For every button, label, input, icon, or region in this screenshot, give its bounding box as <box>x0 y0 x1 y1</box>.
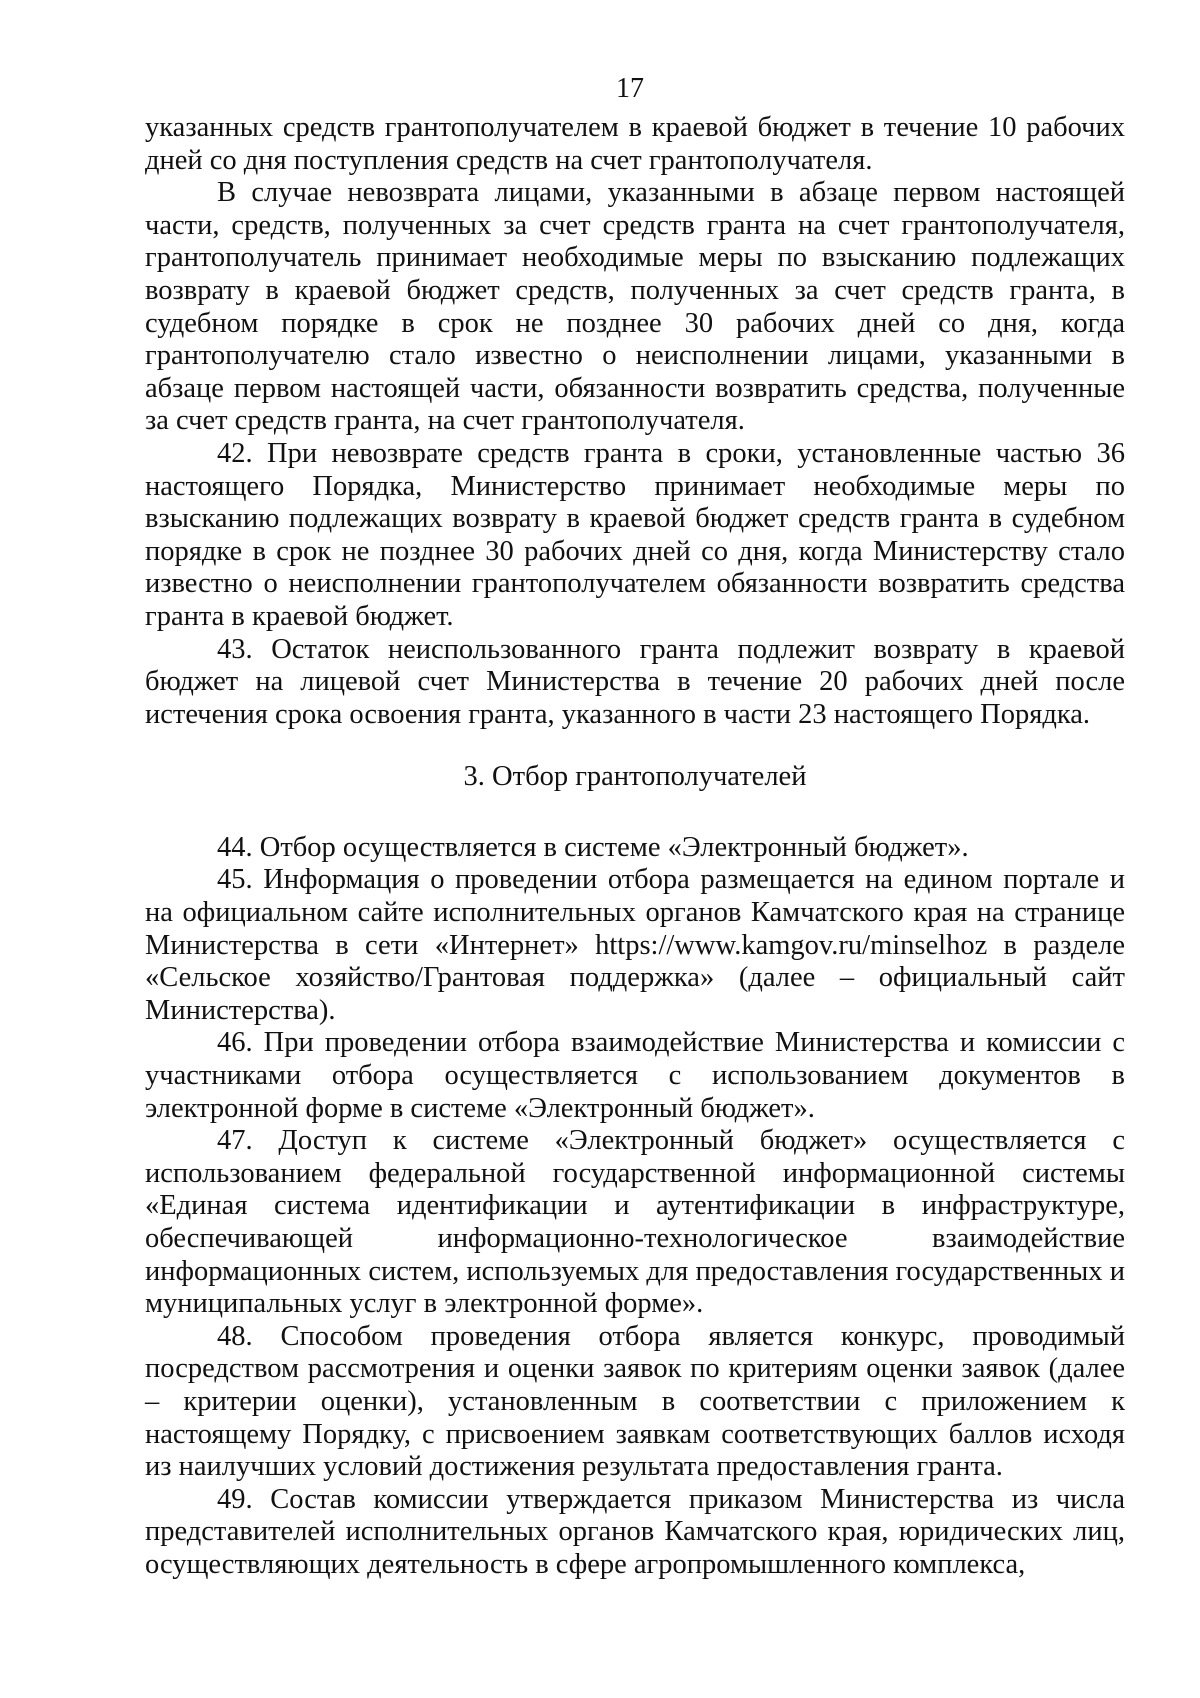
section-title: 3. Отбор грантополучателей <box>463 761 807 793</box>
paragraph-43: 43. Остаток неиспользованного гранта подлежит возврату в краевой бюджет на лицевой счет Министерства в течение 20 рабочих дней после истечения срока освоения гранта, указанного в части 23 настоящего Порядка. <box>145 633 1125 730</box>
paragraph-47: 47. Доступ к системе «Электронный бюджет» осуществляется с использованием федеральной государственной информационной системы «Единая система идентификации и аутентификации в инфраструктуре, обеспечивающей информационно-технологическое взаимодействие информационных систем, используемых для предоставления государственных и муниципальных услуг в электронной форме». <box>145 1125 1125 1320</box>
page-number: 17 <box>616 73 644 104</box>
paragraph-44: 44. Отбор осуществляется в системе «Электронный бюджет». <box>217 831 969 863</box>
paragraph-49: 49. Состав комиссии утверждается приказом Министерства из числа представителей исполнительных органов Камчатского края, юридических лиц, осуществляющих деятельность в сфере агропромышленного комплекса, <box>145 1483 1125 1580</box>
paragraph-48: 48. Способом проведения отбора является конкурс, проводимый посредством рассмотрения и оценки заявок по критериям оценки заявок (далее – критерии оценки), установленным в соответствии с приложением к настоящему Порядку, с присвоением заявкам соответствующих баллов исходя из наилучших условий достижения результата предоставления гранта. <box>145 1320 1125 1483</box>
paragraph-continuation: указанных средств грантополучателем в краевой бюджет в течение 10 рабочих дней со дня поступления средств на счет грантополучателя. <box>145 112 1125 176</box>
paragraph-45: 45. Информация о проведении отбора размещается на едином портале и на официальном сайте исполнительных органов Камчатского края на странице Министерства в сети «Интернет» https://www.kamgov.ru/minselhoz в разделе «Сельское хозяйство/Грантовая поддержка» (далее – официальный сайт Министерства). <box>145 864 1125 1026</box>
paragraph-46: 46. При проведении отбора взаимодействие Министерства и комиссии с участниками отбора осуществляется с использованием документов в электронной форме в системе «Электронный бюджет». <box>145 1027 1125 1124</box>
document-body <box>145 112 1125 1582</box>
paragraph-42: 42. При невозврате средств гранта в сроки, установленные частью 36 настоящего Порядка, Министерство принимает необходимые меры по взысканию подлежащих возврату в краевой бюджет средств гранта в судебном порядке в срок не позднее 30 рабочих дней со дня, когда Министерству стало известно о неисполнении грантополучателем обязанности возвратить средства гранта в краевой бюджет. <box>145 437 1125 632</box>
paragraph-nonreturn: В случае невозврата лицами, указанными в абзаце первом настоящей части, средств, полученных за счет средств гранта на счет грантополучателя, грантополучатель принимает необходимые меры по взысканию подлежащих возврату в краевой бюджет средств, полученных за счет средств гранта, в судебном порядке в срок не позднее 30 рабочих дней со дня, когда грантополучателю стало известно о неисполнении лицами, указанными в абзаце первом настоящей части, обязанности возвратить средства, полученные за счет средств гранта, на счет грантополучателя. <box>145 177 1125 437</box>
